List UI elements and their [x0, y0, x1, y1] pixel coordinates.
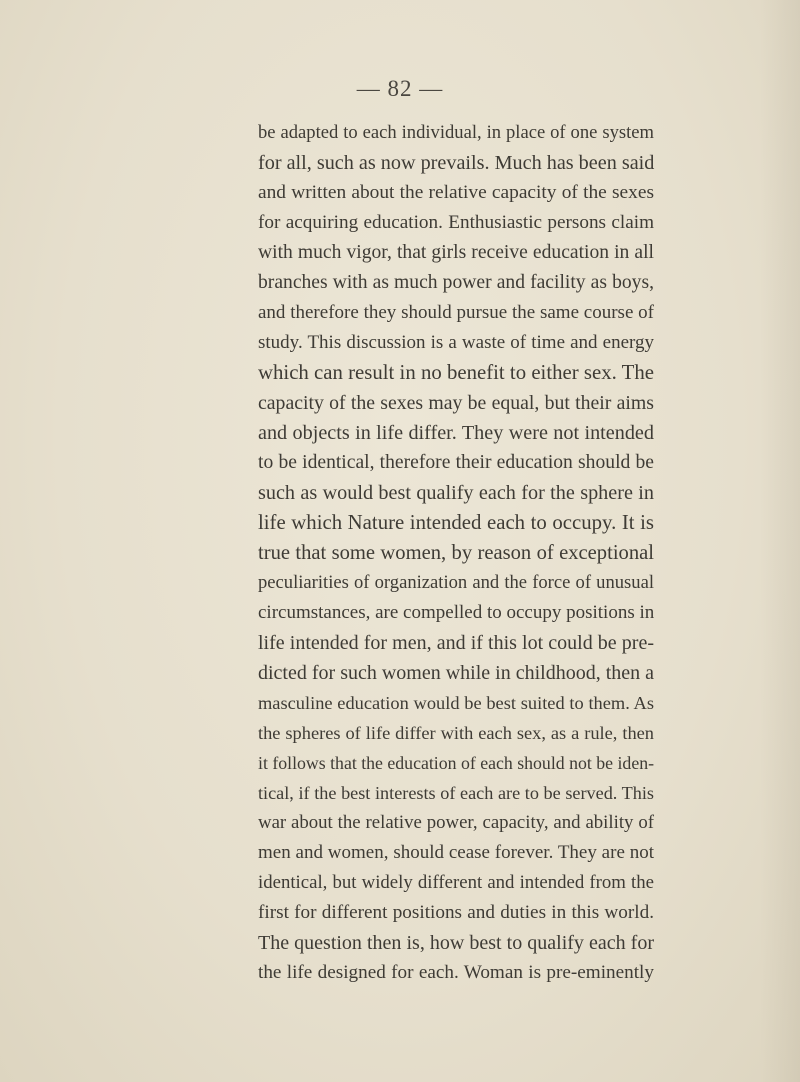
text-line: war about the relative power, capacity, and ability of — [258, 812, 654, 833]
text-line: and written about the relative capacity of the sexes — [258, 182, 654, 203]
text-line: life which Nature intended each to occupy. It is — [258, 511, 654, 534]
text-line: the spheres of life differ with each sex, as a rule, then — [258, 723, 654, 743]
text-line: and objects in life differ. They were not intended — [258, 422, 654, 444]
text-line: it follows that the education of each should not be iden- — [258, 753, 655, 773]
text-line: men and women, should cease forever. They are not — [258, 842, 654, 863]
text-line: true that some women, by reason of exceptional — [258, 542, 654, 564]
page-number: — 82 — — [356, 76, 444, 101]
text-line: for all, such as now prevails. Much has been said — [258, 152, 655, 174]
text-line: such as would best qualify each for the sphere in — [258, 482, 654, 504]
text-line: for acquiring education. Enthusiastic persons claim — [258, 212, 654, 233]
text-line: The question then is, how best to qualify each for — [258, 932, 654, 954]
text-line: be adapted to each individual, in place of one system — [258, 122, 654, 143]
text-line: to be identical, therefore their education should be — [258, 452, 654, 473]
text-line: branches with as much power and facility as boys, — [258, 272, 654, 293]
text-line: identical, but widely different and intended from the — [258, 872, 654, 893]
text-line: the life designed for each. Woman is pre-eminently — [258, 962, 654, 983]
text-line: life intended for men, and if this lot could be pre- — [258, 632, 654, 654]
text-line: and therefore they should pursue the same course of — [258, 302, 654, 323]
text-line: with much vigor, that girls receive education in all — [258, 242, 654, 263]
text-line: which can result in no benefit to either sex. The — [258, 361, 654, 384]
text-line: tical, if the best interests of each are to be served. This — [258, 783, 654, 803]
text-line: first for different positions and duties in this world. — [258, 902, 654, 923]
text-line: masculine education would be best suited to them. As — [258, 693, 654, 713]
page-edge-shadow — [760, 0, 800, 1082]
body-text — [258, 118, 654, 988]
text-line: study. This discussion is a waste of time and energy — [258, 332, 654, 353]
text-line: peculiarities of organization and the force of unusual — [258, 572, 654, 593]
text-line: circumstances, are compelled to occupy positions in — [258, 602, 655, 623]
text-line: capacity of the sexes may be equal, but their aims — [258, 392, 654, 414]
text-line: dicted for such women while in childhood, then a — [258, 662, 655, 684]
